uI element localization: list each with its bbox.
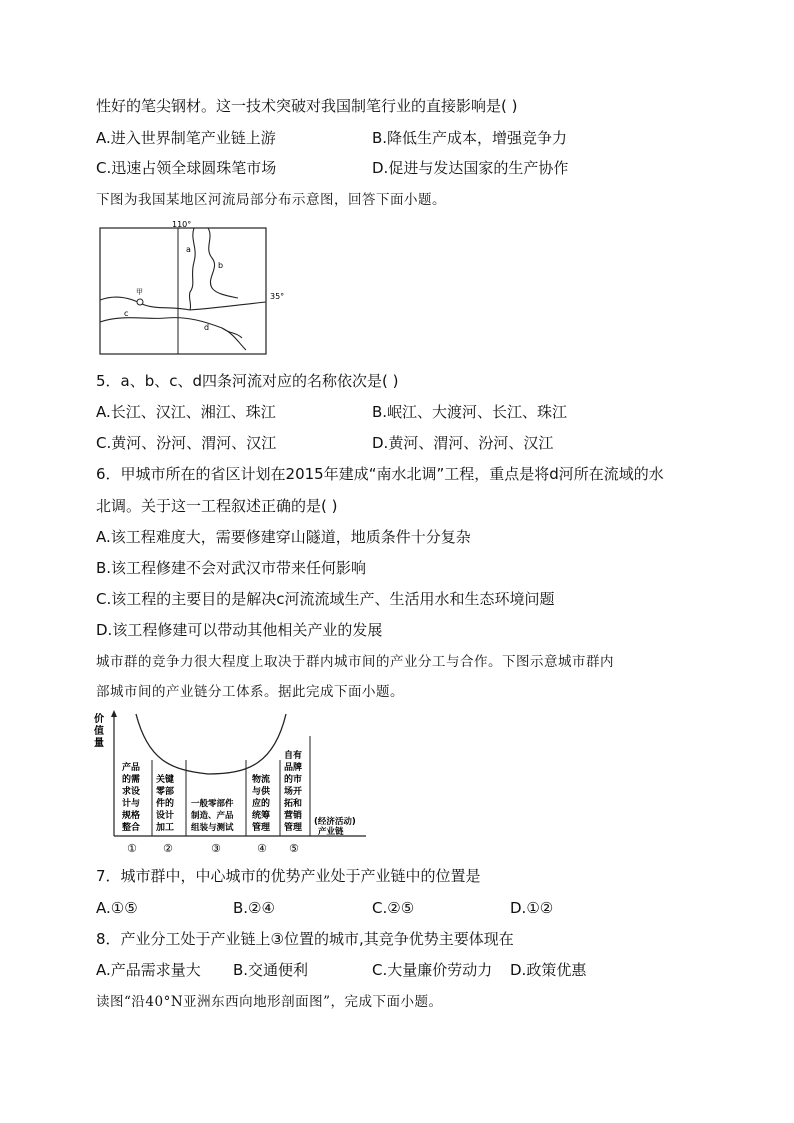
q4-option-c: C.迅速占领全球圆珠笔市场 [96, 159, 277, 177]
q8-option-a: A.产品需求量大 [96, 961, 201, 979]
river-d-branch [222, 328, 242, 338]
svg-text:场开: 场开 [284, 787, 303, 797]
q5-option-b: B.岷江、大渡河、长江、珠江 [372, 403, 568, 421]
map-frame [100, 228, 266, 354]
q6-option-b: B.该工程修建不会对武汉市带来任何影响 [96, 559, 367, 577]
svg-text:零部: 零部 [156, 787, 175, 797]
river-c-label: c [124, 309, 129, 318]
river-b-label: b [218, 261, 224, 270]
q7-stem: 7．城市群中，中心城市的优势产业处于产业链中的位置是 [96, 867, 481, 885]
q4-option-d: D.促进与发达国家的生产协作 [372, 159, 569, 177]
q8-stem: 8．产业分工处于产业链上③位置的城市,其竞争优势主要体现在 [96, 930, 514, 948]
q6-stem-line2: 北调。关于这一工程叙述正确的是( ) [96, 497, 338, 515]
y-axis-arrow [111, 710, 117, 717]
svg-text:求设: 求设 [122, 787, 141, 797]
q5-stem: 5．a、b、c、d四条河流对应的名称依次是( ) [96, 372, 399, 390]
svg-text:统筹: 统筹 [252, 811, 271, 821]
river-d [100, 318, 246, 350]
q5-option-c: C.黄河、汾河、渭河、汉江 [96, 434, 277, 452]
profile-intro: 读图“沿40°N亚洲东西向地形剖面图”，完成下面小题。 [96, 994, 443, 1010]
segment-4-num: ④ [257, 842, 267, 855]
svg-text:组装与测试: 组装与测试 [191, 823, 234, 833]
svg-text:关键: 关键 [156, 775, 175, 785]
svg-text:管理: 管理 [252, 823, 271, 833]
segment-2-num: ② [163, 842, 173, 855]
smile-curve [136, 714, 286, 774]
segment-2-text [155, 773, 174, 833]
q4-option-a: A.进入世界制笔产业链上游 [96, 129, 276, 147]
svg-text:加工: 加工 [156, 823, 175, 833]
map-intro: 下图为我国某地区河流局部分布示意图，回答下面小题。 [96, 192, 446, 208]
segment-5-num: ⑤ [289, 842, 299, 855]
q5-option-d: D.黄河、渭河、汾河、汉江 [372, 434, 554, 452]
svg-text:物流: 物流 [252, 775, 271, 785]
y-axis-label-2: 值 [94, 726, 104, 737]
q6-option-d: D.该工程修建可以带动其他相关产业的发展 [96, 621, 383, 639]
river-a [189, 228, 195, 310]
q6-option-a: A.该工程难度大，需要修建穿山隧道，地质条件十分复杂 [96, 528, 471, 546]
q8-option-b: B.交通便利 [233, 961, 309, 979]
segment-1-num: ① [127, 842, 137, 855]
svg-text:的需: 的需 [122, 775, 141, 785]
svg-text:设计: 设计 [156, 811, 175, 821]
svg-text:整合: 整合 [122, 823, 141, 833]
q4-option-b: B.降低生产成本，增强竞争力 [372, 129, 568, 147]
y-axis-label-3: 量 [94, 738, 104, 749]
lat-label: 35° [270, 292, 285, 301]
segment-5-text [283, 749, 303, 833]
q7-option-a: A.①⑤ [96, 899, 138, 917]
svg-text:规格: 规格 [122, 811, 141, 821]
svg-text:品牌: 品牌 [284, 763, 303, 773]
x-axis-label-1: (经济活动) [314, 817, 356, 827]
svg-text:的市: 的市 [284, 775, 303, 785]
river-a-label: a [186, 245, 191, 254]
x-axis-label-2: 产业链 [318, 827, 344, 837]
q8-option-c: C.大量廉价劳动力 [372, 961, 493, 979]
segment-3-text [191, 798, 234, 833]
river-d-label: d [204, 323, 210, 332]
svg-text:产品: 产品 [122, 763, 141, 773]
chain-intro-1: 城市群的竞争力很大程度上取决于群内城市间的产业分工与合作。下图示意城市群内 [96, 654, 614, 670]
svg-text:一般零部件: 一般零部件 [191, 799, 234, 809]
q6-stem-line1: 6．甲城市所在的省区计划在2015年建成“南水北调”工程，重点是将d河所在流域的水 [96, 465, 664, 483]
svg-text:与供: 与供 [252, 787, 271, 797]
svg-text:自有: 自有 [284, 751, 303, 761]
segment-3-num: ③ [211, 842, 221, 855]
y-axis-label-1: 价 [94, 714, 104, 725]
segment-1-text [121, 761, 140, 833]
q5-option-a: A.长江、汉江、湘江、珠江 [96, 403, 276, 421]
svg-text:应的: 应的 [252, 799, 271, 809]
svg-text:计与: 计与 [122, 799, 141, 809]
svg-text:拓和: 拓和 [284, 799, 303, 809]
city-label: 甲 [136, 288, 143, 296]
q8-option-d: D.政策优惠 [510, 961, 587, 979]
q7-option-b: B.②④ [233, 899, 275, 917]
svg-text:营销: 营销 [284, 811, 303, 821]
svg-text:制造、产品: 制造、产品 [191, 811, 234, 821]
segment-4-text [252, 773, 271, 833]
q7-option-d: D.①② [510, 899, 554, 917]
industry-chain-diagram [92, 708, 372, 860]
q6-option-c: C.该工程的主要目的是解决c河流流域生产、生活用水和生态环境问题 [96, 590, 555, 608]
svg-text:管理: 管理 [284, 823, 303, 833]
q7-option-c: C.②⑤ [372, 899, 415, 917]
q4-stem: 性好的笔尖钢材。这一技术突破对我国制笔行业的直接影响是( ) [96, 97, 518, 115]
river-map [96, 218, 286, 358]
lon-label: 110° [172, 220, 192, 229]
chain-intro-2: 部城市间的产业链分工体系。据此完成下面小题。 [96, 684, 404, 700]
svg-text:件的: 件的 [156, 799, 175, 809]
city-jia [137, 299, 143, 305]
